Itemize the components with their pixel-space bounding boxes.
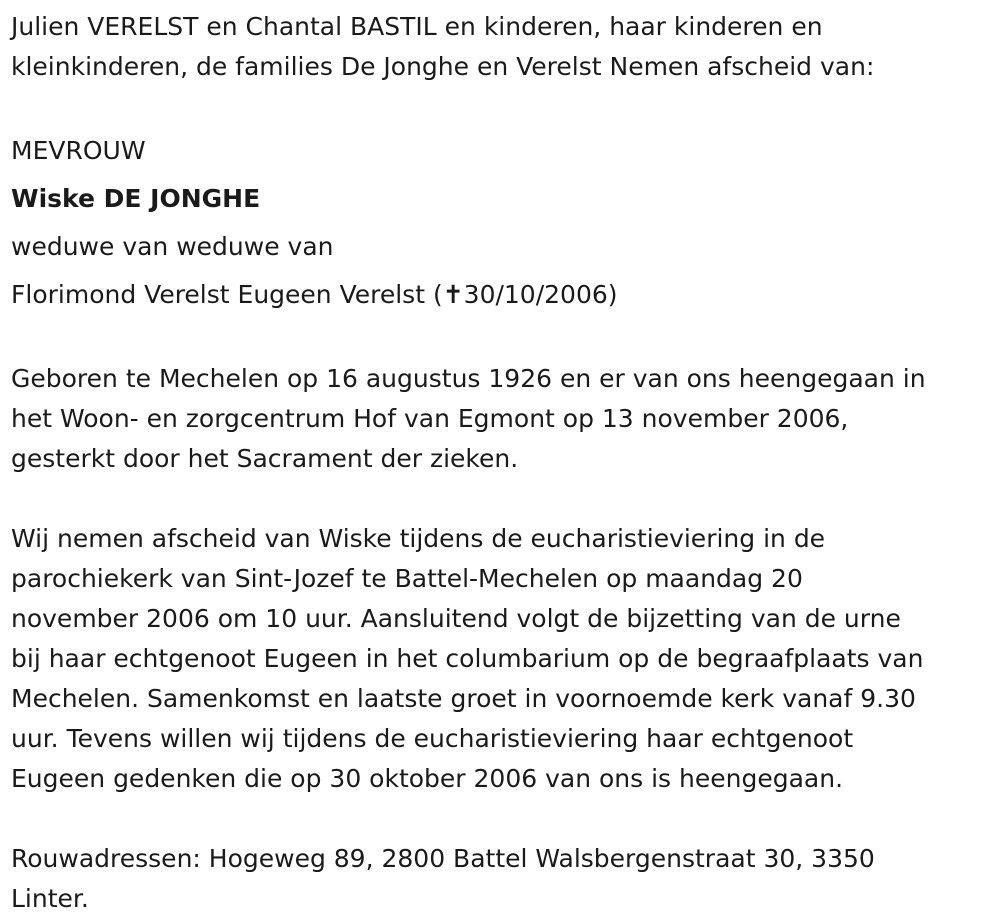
address-line: Linter. <box>11 884 89 913</box>
spouses-text: Florimond Verelst Eugeen Verelst (✝30/10/2006) <box>11 280 618 309</box>
ceremony-line: Mechelen. Samenkomst en laatste groet in voornoemde kerk vanaf 9.30 <box>11 684 916 713</box>
ceremony-line: Wij nemen afscheid van Wiske tijdens de eucharistieviering in de <box>11 524 826 553</box>
spacer <box>11 799 1000 839</box>
spacer <box>11 479 1000 519</box>
spacer <box>11 319 1000 359</box>
ceremony-line: uur. Tevens willen wij tijdens de eucharistieviering haar echtgenoot <box>11 724 854 753</box>
address-line: Rouwadressen: Hogeweg 89, 2800 Battel Walsbergenstraat 30, 3350 <box>11 844 875 873</box>
deceased-name: Wiske DE JONGHE <box>11 184 261 213</box>
intro-line: Julien VERELST en Chantal BASTIL en kinderen, haar kinderen en <box>11 12 823 41</box>
birth-death-line: het Woon- en zorgcentrum Hof van Egmont op 13 november 2006, <box>11 404 849 433</box>
ceremony-line: Eugeen gedenken die op 30 oktober 2006 van ons is heengegaan. <box>11 764 844 793</box>
intro-line: kleinkinderen, de families De Jonghe en Verelst Nemen afscheid van: <box>11 52 875 81</box>
birth-death-paragraph <box>11 359 1000 479</box>
ceremony-line: bij haar echtgenoot Eugeen in het columbarium op de begraafplaats van <box>11 644 924 673</box>
addresses-paragraph <box>11 839 1000 919</box>
ceremony-line: november 2006 om 10 uur. Aansluitend volgt de bijzetting van de urne <box>11 604 901 633</box>
ceremony-paragraph <box>11 519 1000 799</box>
birth-death-line: gesterkt door het Sacrament der zieken. <box>11 444 519 473</box>
widow-of-text: weduwe van weduwe van <box>11 232 334 261</box>
birth-death-line: Geboren te Mechelen op 16 augustus 1926 en er van ons heengegaan in <box>11 364 926 393</box>
spacer <box>11 87 1000 127</box>
intro-paragraph <box>11 7 1000 87</box>
ceremony-line: parochiekerk van Sint-Jozef te Battel-Mechelen op maandag 20 <box>11 564 803 593</box>
deceased-block <box>11 127 1000 319</box>
honorific: MEVROUW <box>11 136 146 165</box>
